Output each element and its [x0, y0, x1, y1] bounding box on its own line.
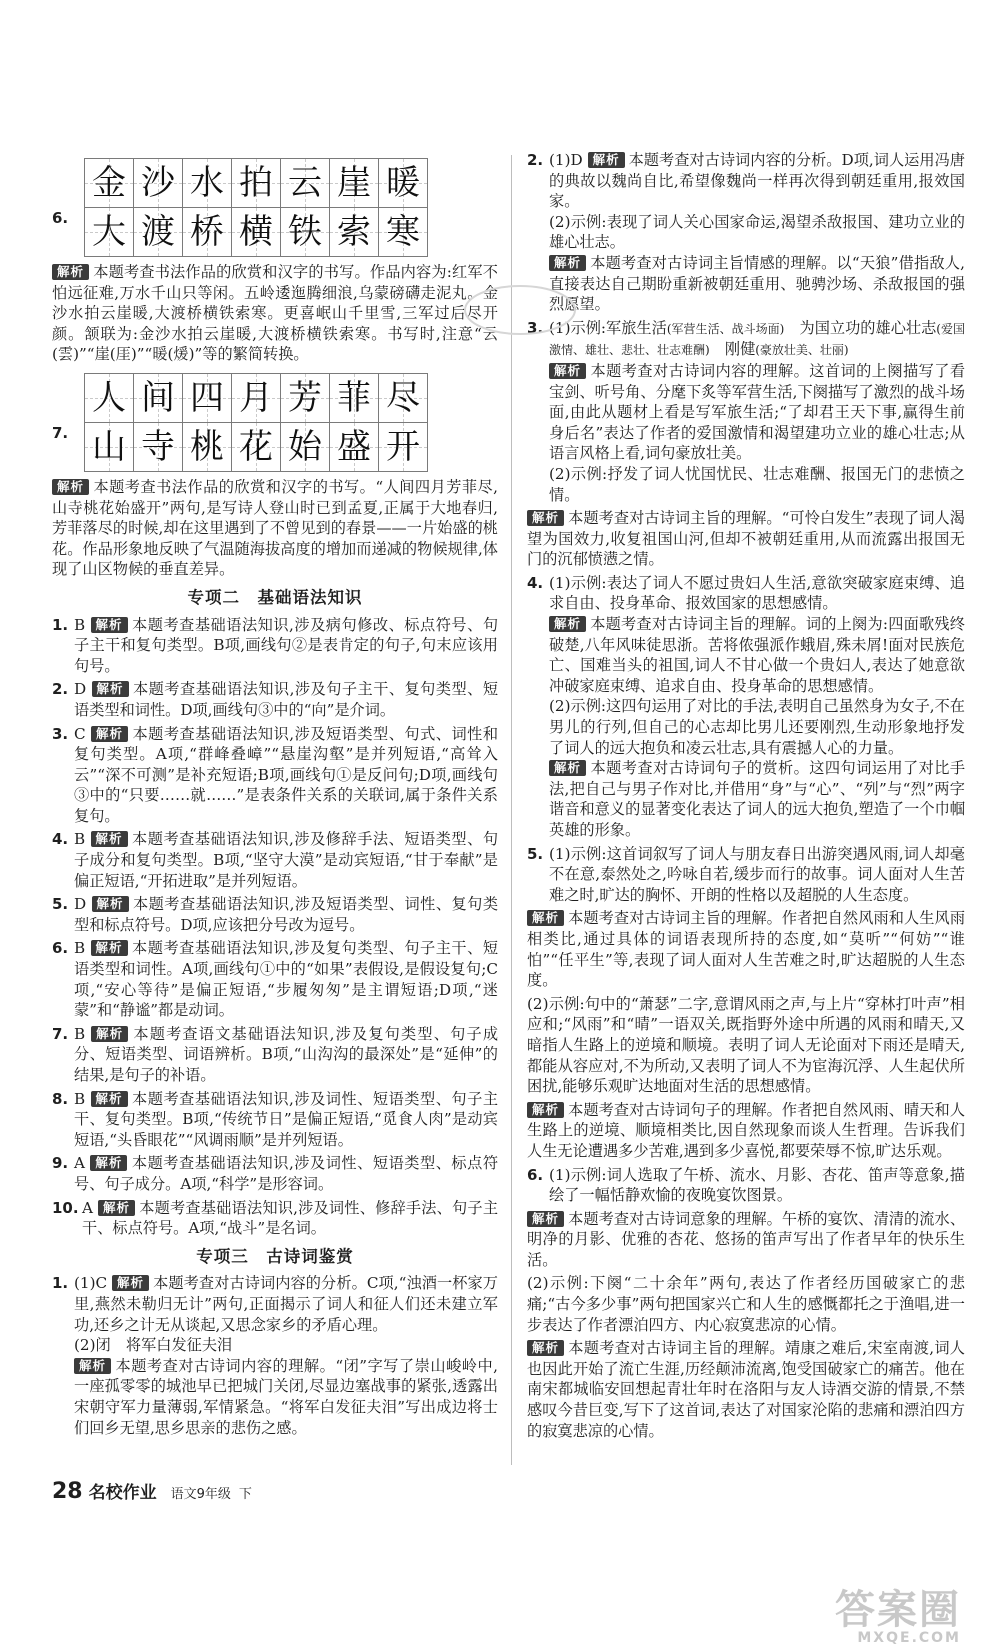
grammar-item: [52, 1198, 498, 1239]
calligraphy-cell: [182, 373, 232, 423]
analysis-text: 本题考查对古诗词内容的理解。这首词的上阕描写了看宝剑、听号角、分麾下炙等军营生活,下阕描写了激烈的战斗场面,由此从题材上看是写军旅生活;“了却君王天下事,赢得生前身后名”表达了作者的爱国激情和渴望建功立业的雄心壮志;从语言风格上看,词句豪放壮美。: [549, 361, 965, 463]
poetry-q4: [527, 573, 965, 841]
analysis-q5-2: [527, 1100, 965, 1162]
question-number: 10.: [52, 1198, 79, 1217]
analysis-text: 本题考查对古诗词主旨的理解。词的上阕为:四面歌残终破楚,八年风味徒思浙。苦将侬强派作蛾眉,殊未屑!面对民族危亡、国难当头的祖国,词人不甘心做一个贵妇人,表达了她意欲冲破家庭束缚、追求自由、投身革命的思想感情。: [549, 615, 965, 695]
calligraphy-cell: [280, 422, 330, 472]
calligraphy-cell: [133, 373, 183, 423]
analysis-text: 本题考查对古诗词主旨的理解。作者把自然风雨和人生风雨相类比,通过具体的词语表现所持的态度,如“莫听”“何妨”“谁怕”“任平生”等,表现了词人面对人生苦难之时,旷达超脱的人生态度。: [527, 909, 965, 990]
analysis-text: 本题考查对古诗词主旨的理解。靖康之难后,宋室南渡,词人也因此开始了流亡生涯,历经颠沛流离,饱受国破家亡的痛苦。他在南宋都城临安回想起青壮年时在洛阳与友人诗酒交游的情景,不禁感叹今昔巨变,写下了这首词,表达了对国家沦陷的悲痛和漂泊四方的寂寞悲凉的心情。: [527, 1339, 965, 1440]
analysis-text: 本题考查对古诗词内容的分析。C项,“浊酒一杯家万里,燕然未勒归无计”两句,正面揭示了词人和征人们还未建立军功,还乡之计无从谈起,又思念家乡的矛盾心理。: [74, 1274, 498, 1334]
analysis-text: 本题考查基础语法知识,涉及短语类型、词性、复句类型和标点符号。D项,应该把分号改为逗号。: [74, 895, 499, 934]
analysis-text: 本题考查基础语法知识,涉及词性、短语类型、标点符号、句子成分。A项,“科学”是形容词。: [74, 1154, 499, 1193]
analysis-q6-2: [527, 1338, 965, 1441]
calligraphy-char: 索: [337, 211, 371, 252]
calligraphy-cell: [329, 373, 379, 423]
calligraphy-char: 山: [92, 426, 126, 467]
analysis-tag: 解析: [74, 1358, 111, 1374]
answer: (2)闭 将军白发征夫泪: [74, 1336, 233, 1355]
analysis-tag: 解析: [91, 1091, 128, 1107]
analysis-text: 本题考查对古诗词内容的理解。“闭”字写了崇山峻岭中,一座孤零零的城池早已把城门关闭,尽显边塞战事的紧张,透露出宋朝守军力量薄弱,军情紧急。“将军白发征夫泪”写出成边将士们回乡无望,思乡思亲的悲伤之感。: [74, 1356, 498, 1437]
calligraphy-row-2: [84, 422, 498, 471]
analysis-text: 本题考查基础语法知识,涉及词性、短语类型、句子主干、复句类型。B项,“传统节日”是偏正短语,“觅食人肉”是动宾短语,“头昏眼花”“风调雨顺”是并列短语。: [74, 1089, 499, 1149]
calligraphy-cell: [280, 158, 330, 208]
analysis-q3-2: [527, 508, 965, 570]
answer: D: [74, 895, 87, 914]
analysis-tag: 解析: [549, 616, 586, 632]
calligraphy-cell: [329, 422, 379, 472]
calligraphy-cell: [182, 207, 232, 257]
analysis-tag: 解析: [90, 1155, 127, 1171]
answer: (2)示例:表现了词人关心国家命运,渴望杀敌报国、建功立业的雄心壮志。: [549, 212, 965, 252]
calligraphy-char: 大: [92, 211, 126, 252]
question-number: 4.: [527, 573, 544, 592]
book-brand: 名校作业: [88, 1483, 157, 1503]
calligraphy-char: 盛: [337, 426, 371, 467]
calligraphy-q7: [52, 373, 498, 471]
analysis-text: 本题考查语文基础语法知识,涉及复句类型、句子成分、短语类型、词语辨析。B项,“山沟沟的最深处”是“延伸”的结果,是句子的补语。: [74, 1024, 499, 1084]
answer-q6-2: (2)示例:下阕“二十余年”两句,表达了作者经历国破家亡的悲痛;“古今多少事”两句把国家兴亡和人生的感慨都托之于渔唱,进一步表达了作者漂泊四方、内心寂寞悲凉的心情。: [527, 1274, 965, 1334]
calligraphy-cell: [378, 422, 428, 472]
calligraphy-char: 水: [190, 162, 224, 203]
analysis-text: 本题考查对古诗词主旨情感的理解。以“天狼”借指敌人,直接表达自己期盼重新被朝廷重用、驰骋沙场、杀敌报国的强烈愿望。: [549, 253, 965, 314]
analysis-q5-1: [527, 908, 965, 990]
calligraphy-char: 拍: [239, 162, 273, 203]
analysis-tag: 解析: [52, 264, 89, 280]
calligraphy-cell: [84, 158, 134, 208]
answer: (1)C: [74, 1274, 108, 1293]
calligraphy-q6: [52, 158, 498, 256]
analysis-tag: 解析: [92, 681, 129, 697]
answer: C: [74, 724, 86, 743]
question-number: 6.: [52, 939, 69, 958]
calligraphy-cell: [182, 158, 232, 208]
question-number: 7.: [52, 423, 69, 442]
answer: (1)示例:表达了词人不愿过贵妇人生活,意欲突破家庭束缚、追求自由、投身革命、报效国家的思想感情。: [549, 573, 965, 613]
calligraphy-char: 崖: [337, 162, 371, 203]
answer: B: [74, 939, 86, 958]
calligraphy-cell: [280, 373, 330, 423]
answer-note: (军营生活、战斗场面): [666, 321, 785, 336]
answer: 刚健: [709, 340, 756, 359]
answer-note: (豪放壮美、壮丽): [755, 343, 849, 358]
calligraphy-char: 渡: [141, 211, 175, 252]
question-number: 5.: [52, 895, 69, 914]
analysis-text: 本题考查基础语法知识,涉及词性、修辞手法、句子主干、标点符号。A项,“战斗”是名词。: [82, 1198, 499, 1238]
answer: B: [74, 1089, 86, 1108]
grammar-item: [52, 724, 498, 827]
analysis-tag: 解析: [98, 1200, 135, 1216]
calligraphy-char: 间: [141, 377, 175, 418]
calligraphy-cell: [231, 422, 281, 472]
answer: B: [74, 830, 86, 849]
question-number: 1.: [52, 1274, 69, 1293]
site-watermark: [835, 1587, 961, 1646]
analysis-text: 本题考查对古诗词句子的理解。作者把自然风雨、晴天和人生路上的逆境、顺境相类比,因自然现象而谈人生哲理。告诉我们人生无论遭遇多少苦难,遇到多少喜悦,都要荣辱不惊,旷达乐观。: [527, 1100, 965, 1160]
calligraphy-cell: [231, 207, 281, 257]
poetry-q6: [527, 1165, 965, 1206]
calligraphy-char: 沙: [141, 162, 175, 203]
analysis-tag: 解析: [52, 479, 89, 495]
calligraphy-char: 云: [288, 162, 322, 203]
volume-label: 下: [238, 1487, 252, 1502]
analysis-tag: 解析: [91, 726, 128, 742]
answer: A: [82, 1198, 93, 1217]
calligraphy-char: 花: [239, 426, 273, 467]
calligraphy-char: 横: [239, 211, 273, 252]
question-number: 8.: [52, 1089, 69, 1108]
calligraphy-cell: [133, 207, 183, 257]
analysis-tag: 解析: [91, 940, 128, 956]
question-number: 2.: [527, 151, 544, 169]
analysis-text: 本题考查基础语法知识,涉及病句修改、标点符号、句子主干和复句类型。B项,画线句②是表肯定的句子,句末应该用句号。: [74, 615, 499, 675]
right-column: [527, 150, 965, 1444]
calligraphy-cell: [231, 158, 281, 208]
answer: (1)示例:军旅生活: [549, 318, 667, 337]
question-number: 7.: [52, 1024, 69, 1043]
question-number: 2.: [52, 680, 69, 699]
analysis-text: 本题考查对古诗词主旨的理解。“可怜白发生”表现了词人渴望为国效力,收复祖国山河,但却不被朝廷重用,从而流露出报国无门的沉郁愤懑之情。: [527, 509, 965, 569]
analysis-tag: 解析: [527, 1211, 564, 1227]
calligraphy-cell: [133, 422, 183, 472]
analysis-q6-1: [527, 1209, 965, 1271]
grammar-item: [52, 679, 498, 720]
calligraphy-cell: [84, 373, 134, 423]
calligraphy-cell: [84, 422, 134, 472]
calligraphy-char: 暖: [386, 162, 420, 203]
question-number: 6.: [527, 1165, 544, 1184]
analysis-tag: 解析: [527, 1102, 564, 1118]
calligraphy-char: 芳: [288, 377, 322, 418]
calligraphy-char: 开: [386, 426, 420, 467]
question-number: 1.: [52, 615, 69, 634]
calligraphy-cell: [182, 422, 232, 472]
analysis-tag: 解析: [91, 617, 128, 633]
grammar-item: [52, 1153, 498, 1194]
grammar-item: [52, 894, 498, 935]
analysis-q6: [52, 262, 498, 365]
calligraphy-row-1: [84, 373, 498, 422]
grammar-item: [52, 1024, 498, 1086]
calligraphy-char: 寒: [386, 211, 420, 252]
grammar-item: [52, 615, 498, 677]
poetry-q2: [527, 150, 965, 315]
answer: B: [74, 1024, 86, 1043]
calligraphy-char: 菲: [337, 377, 371, 418]
calligraphy-cell: [84, 207, 134, 257]
answer: B: [74, 615, 86, 634]
grammar-item: [52, 1089, 498, 1151]
calligraphy-cell: [329, 158, 379, 208]
calligraphy-char: 尽: [386, 377, 420, 418]
analysis-text: 本题考查书法作品的欣赏和汉字的书写。“人间四月芳菲尽,山寺桃花始盛开”两句,是写诗人登山时已到孟夏,正属于大地春归,芳菲落尽的时候,却在这里遇到了不曾见到的春景——一片始盛的桃花。作品形象地反映了气温随海拔高度的增加而递减的物候规律,体现了山区物候的垂直差异。: [52, 477, 498, 579]
calligraphy-char: 月: [239, 377, 273, 418]
calligraphy-cell: [231, 373, 281, 423]
calligraphy-char: 四: [190, 377, 224, 418]
analysis-text: 本题考查基础语法知识,涉及短语类型、句式、词性和复句类型。A项,“群峰叠嶂”“悬崖沟壑”是并列短语,“高耸入云”“深不可测”是补充短语;B项,画线句①是反问句;D项,画线句③中的“只要……就……”是表条件关系的关联词,属于条件关系复句。: [74, 724, 499, 825]
answer: (2)示例:这四句运用了对比的手法,表明自己虽然身为女子,不在男儿的行列,但自己的心志却比男儿还要刚烈,生动形象地抒发了词人的远大抱负和凌云壮志,具有震撼人心的力量。: [549, 697, 965, 757]
calligraphy-char: 寺: [141, 426, 175, 467]
question-number: 3.: [527, 318, 544, 337]
analysis-text: 本题考查基础语法知识,涉及修辞手法、短语类型、句子成分和复句类型。B项,“坚守大漠”是动宾短语,“甘于奉献”是偏正短语,“开拓进取”是并列短语。: [74, 830, 499, 890]
calligraphy-char: 始: [288, 426, 322, 467]
answer: (1)示例:这首词叙写了词人与朋友春日出游突遇风雨,词人却毫不在意,泰然处之,吟咏自若,缓步而行的故事。词人面对人生苦难之时,旷达的胸怀、开朗的性格以及超脱的人生态度。: [549, 844, 965, 904]
answer: 为国立功的雄心壮志: [784, 318, 937, 337]
analysis-text: 本题考查书法作品的欣赏和汉字的书写。作品内容为:红军不怕远征难,万水千山只等闲。五岭逶迤腾细浪,乌蒙磅礴走泥丸。金沙水拍云崖暖,大渡桥横铁索寒。更喜岷山千里雪,三军过后尽开颜。颔联为:金沙水拍云崖暖,大渡桥横铁索寒。书写时,注意“云(雲)”“崖(厓)”“暖(煖)”等的繁简转换。: [52, 263, 498, 364]
answer-q5-2: (2)示例:句中的“萧瑟”二字,意谓风雨之声,与上片“穿林打叶声”相应和;“风雨”和“晴”一语双关,既指野外途中所遇的风雨和晴天,又暗指人生路上的逆境和顺境。表明了词人无论面对下雨还是晴天,都能从容应对,不为所动,又表明了词人不为宦海沉浮、人生起伏所困扰,能够乐观旷达地面对生活的思想感情。: [527, 994, 965, 1096]
answer: (2)示例:抒发了词人忧国忧民、壮志难酬、报国无门的悲愤之情。: [549, 464, 965, 504]
analysis-tag: 解析: [527, 910, 564, 926]
poetry-q3: [527, 318, 965, 505]
watermark-url: MXQE.COM: [857, 1630, 961, 1646]
stamp-watermark-icon: [460, 280, 580, 340]
analysis-q7: [52, 477, 498, 580]
grammar-answer-list: [52, 615, 498, 1239]
page-footer: [52, 1478, 252, 1504]
grade-label: 语文9年级: [170, 1487, 231, 1502]
grammar-item: [52, 829, 498, 891]
analysis-tag: 解析: [91, 831, 128, 847]
analysis-tag: 解析: [549, 363, 586, 379]
question-number: 4.: [52, 830, 69, 849]
calligraphy-char: 铁: [288, 211, 322, 252]
analysis-text: 本题考查对古诗词意象的理解。午桥的宴饮、清清的流水、明净的月影、优雅的杏花、悠扬的笛声写出了作者早年的快乐生活。: [527, 1209, 965, 1269]
question-number: 6.: [52, 209, 69, 227]
watermark-main: 答案圈: [835, 1587, 961, 1633]
question-number: 3.: [52, 724, 69, 743]
analysis-text: 本题考查基础语法知识,涉及复句类型、句子主干、短语类型和词性。A项,画线句①中的“如果”表假设,是假设复句;C项,“安心等待”是偏正短语,“步履匆匆”是主谓短语;D项,“迷蒙”和“静谧”都是动词。: [74, 939, 499, 1020]
calligraphy-row-1: [84, 158, 498, 207]
calligraphy-cell: [133, 158, 183, 208]
answer: (1)示例:词人选取了午桥、流水、月影、杏花、笛声等意象,描绘了一幅恬静欢愉的夜晚宴饮图景。: [549, 1165, 965, 1205]
section-title-grammar: 专项二 基础语法知识: [187, 587, 363, 607]
calligraphy-char: 人: [92, 377, 126, 418]
calligraphy-cell: [280, 207, 330, 257]
calligraphy-char: 桃: [190, 426, 224, 467]
analysis-tag: 解析: [549, 760, 586, 776]
grammar-item: [52, 938, 498, 1020]
calligraphy-cell: [378, 207, 428, 257]
analysis-tag: 解析: [588, 152, 625, 168]
page-number: 28: [52, 1479, 83, 1504]
analysis-text: 本题考查对古诗词内容的分析。D项,词人运用冯唐的典故以魏尚自比,希望像魏尚一样再次得到朝廷重用,报效国家。: [549, 151, 965, 211]
calligraphy-row-2: [84, 207, 498, 256]
column-divider: [511, 155, 512, 1465]
analysis-tag: 解析: [91, 1026, 128, 1042]
analysis-tag: 解析: [92, 896, 129, 912]
analysis-tag: 解析: [527, 510, 564, 526]
analysis-text: 本题考查对古诗词句子的赏析。这四句词运用了对比手法,把自己与男子作对比,并借用“身”与“心”、“列”与“烈”两字谐音和意义的显著变化表达了词人的远大抱负,塑造了一个巾帼英雄的形象。: [549, 759, 965, 839]
question-number: 5.: [527, 844, 544, 863]
calligraphy-cell: [329, 207, 379, 257]
calligraphy-char: 金: [92, 162, 126, 203]
calligraphy-cell: [378, 158, 428, 208]
section-title-poetry: 专项三 古诗词鉴赏: [196, 1246, 354, 1266]
question-number: 9.: [52, 1154, 69, 1173]
left-column: [52, 150, 498, 1441]
answer: (1)D: [549, 151, 583, 169]
analysis-tag: 解析: [112, 1275, 149, 1291]
answer: A: [74, 1154, 85, 1173]
answer: D: [74, 680, 87, 699]
poetry-q5: [527, 844, 965, 906]
analysis-text: 本题考查基础语法知识,涉及句子主干、复句类型、短语类型和词性。D项,画线句③中的“向”是介词。: [74, 680, 499, 719]
analysis-tag: 解析: [549, 255, 586, 271]
answer-note: (爱国激情、雄壮、悲壮、壮志难酬): [549, 321, 965, 358]
analysis-tag: 解析: [527, 1340, 564, 1356]
calligraphy-char: 桥: [190, 211, 224, 252]
poetry-q1: [52, 1273, 498, 1438]
calligraphy-cell: [378, 373, 428, 423]
